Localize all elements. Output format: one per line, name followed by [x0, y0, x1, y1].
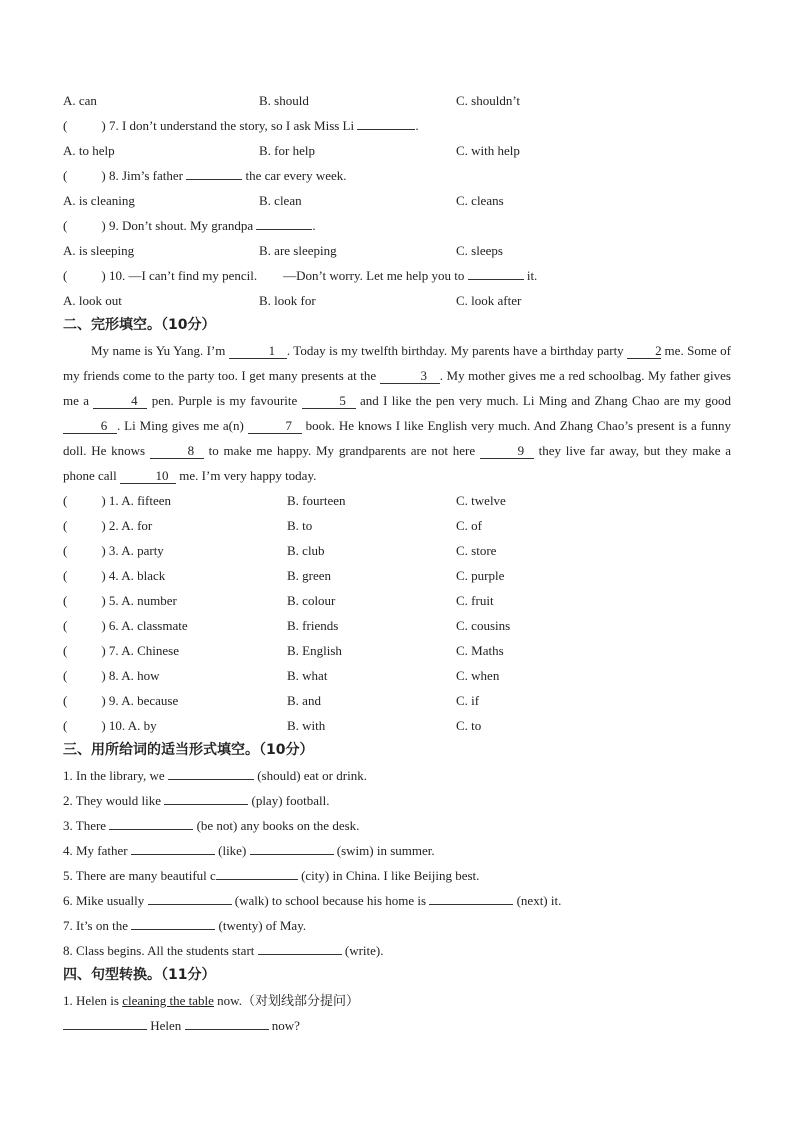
q6-options: [63, 88, 731, 113]
q10-options: [63, 288, 731, 313]
cloze-item: ( ) 5. A. number B. colour C. fruit: [63, 593, 494, 608]
option-b: B. clean: [259, 193, 302, 208]
cloze-item: ( ) 7. A. Chinese B. English C. Maths: [63, 643, 504, 658]
fill-question-2: 2. They would like (play) football.: [63, 788, 731, 813]
q7-options: [63, 138, 731, 163]
cloze-blank[interactable]: 7: [248, 418, 302, 434]
option-a: A. is sleeping: [63, 243, 135, 258]
transform-answer-1: Helen now?: [63, 1013, 731, 1038]
cloze-passage: My name is Yu Yang. I’m 1 . Today is my twelfth birthday. My parents have a birthday party 2 me. Some of my friends come to the party too. I get many presents at the 3 . My mother gives me a red schoolbag. My father gives me a 4 pen. Purple is my favourite 5 and I like the pen very much. Li Ming and Zhang Chao are my good 6 . Li Ming gives me a(n) 7 book. He knows I like English very much. And Zhang Chao’s present is a funny doll. He knows 8 to make me happy. My grandparents are not here 9 they live far away, but they make a phone call 10 me. I’m very happy today.: [63, 343, 732, 483]
section-heading-fill: 三、用所给词的适当形式填空。（10分）: [63, 742, 314, 758]
option-b: B. are sleeping: [259, 243, 337, 258]
cloze-blank[interactable]: 6: [63, 418, 117, 434]
answer-blank[interactable]: [258, 939, 342, 955]
section-heading-cloze: 二、完形填空。（10分）: [63, 317, 216, 333]
answer-blank[interactable]: [250, 839, 334, 855]
cloze-item: ( ) 8. A. how B. what C. when: [63, 668, 500, 683]
option-b: B. look for: [259, 293, 316, 308]
option-a: A. to help: [63, 143, 115, 158]
option-a: A. is cleaning: [63, 193, 135, 208]
fill-question-4: 4. My father (like) (swim) in summer.: [63, 838, 731, 863]
answer-blank[interactable]: [256, 214, 312, 230]
option-c: C. sleeps: [456, 243, 503, 258]
cloze-options: [63, 488, 731, 738]
cloze-blank[interactable]: 10: [120, 468, 176, 484]
cloze-item: ( ) 1. A. fifteen B. fourteen C. twelve: [63, 493, 506, 508]
cloze-blank[interactable]: 4: [93, 393, 147, 409]
answer-blank[interactable]: [148, 889, 232, 905]
answer-blank[interactable]: [216, 864, 298, 880]
section-heading-transform: 四、句型转换。（11分）: [63, 967, 216, 983]
question-10: ( ) 10. —I can’t find my pencil. —Don’t worry. Let me help you to it.: [63, 263, 731, 288]
q8-options: [63, 188, 731, 213]
cloze-item: ( ) 9. A. because B. and C. if: [63, 693, 480, 708]
cloze-item: ( ) 2. A. for B. to C. of: [63, 518, 482, 533]
cloze-blank[interactable]: 1: [229, 343, 287, 359]
option-b: B. should: [259, 93, 309, 108]
answer-blank[interactable]: [131, 914, 215, 930]
cloze-item: ( ) 3. A. party B. club C. store: [63, 543, 497, 558]
fill-question-6: 6. Mike usually (walk) to school because his home is (next) it.: [63, 888, 731, 913]
question-9: ( ) 9. Don’t shout. My grandpa .: [63, 213, 731, 238]
answer-blank[interactable]: [186, 164, 242, 180]
underlined-part: cleaning the table: [122, 993, 214, 1008]
option-a: A. look out: [63, 293, 122, 308]
question-7: ( ) 7. I don’t understand the story, so I ask Miss Li .: [63, 113, 731, 138]
answer-blank[interactable]: [168, 764, 254, 780]
fill-question-1: 1. In the library, we (should) eat or drink.: [63, 763, 731, 788]
cloze-blank[interactable]: 9: [480, 443, 534, 459]
transform-question-1: 1. Helen is cleaning the table now.（对划线部分提问）: [63, 993, 359, 1008]
question-8: ( ) 8. Jim’s father the car every week.: [63, 163, 731, 188]
fill-question-5: 5. There are many beautiful c (city) in China. I like Beijing best.: [63, 863, 731, 888]
option-c: C. shouldn’t: [456, 93, 521, 108]
fill-question-8: 8. Class begins. All the students start (write).: [63, 938, 731, 963]
fill-question-3: 3. There (be not) any books on the desk.: [63, 813, 731, 838]
answer-blank[interactable]: [109, 814, 193, 830]
answer-blank[interactable]: [185, 1014, 269, 1030]
option-c: C. with help: [456, 143, 520, 158]
cloze-blank[interactable]: 3: [380, 368, 440, 384]
cloze-item: ( ) 10. A. by B. with C. to: [63, 718, 482, 733]
answer-blank[interactable]: [131, 839, 215, 855]
exam-page: [63, 88, 731, 1038]
cloze-blank[interactable]: 5: [302, 393, 356, 409]
cloze-blank[interactable]: 2: [627, 343, 661, 359]
option-c: C. look after: [456, 293, 522, 308]
cloze-item: ( ) 4. A. black B. green C. purple: [63, 568, 505, 583]
cloze-item: ( ) 6. A. classmate B. friends C. cousins: [63, 618, 511, 633]
fill-question-7: 7. It’s on the (twenty) of May.: [63, 913, 731, 938]
answer-blank[interactable]: [164, 789, 248, 805]
option-a: A. can: [63, 93, 97, 108]
answer-blank[interactable]: [429, 889, 513, 905]
option-c: C. cleans: [456, 193, 504, 208]
answer-blank[interactable]: [63, 1014, 147, 1030]
q9-options: [63, 238, 731, 263]
option-b: B. for help: [259, 143, 315, 158]
cloze-blank[interactable]: 8: [150, 443, 204, 459]
answer-blank[interactable]: [468, 264, 524, 280]
answer-blank[interactable]: [357, 114, 415, 130]
